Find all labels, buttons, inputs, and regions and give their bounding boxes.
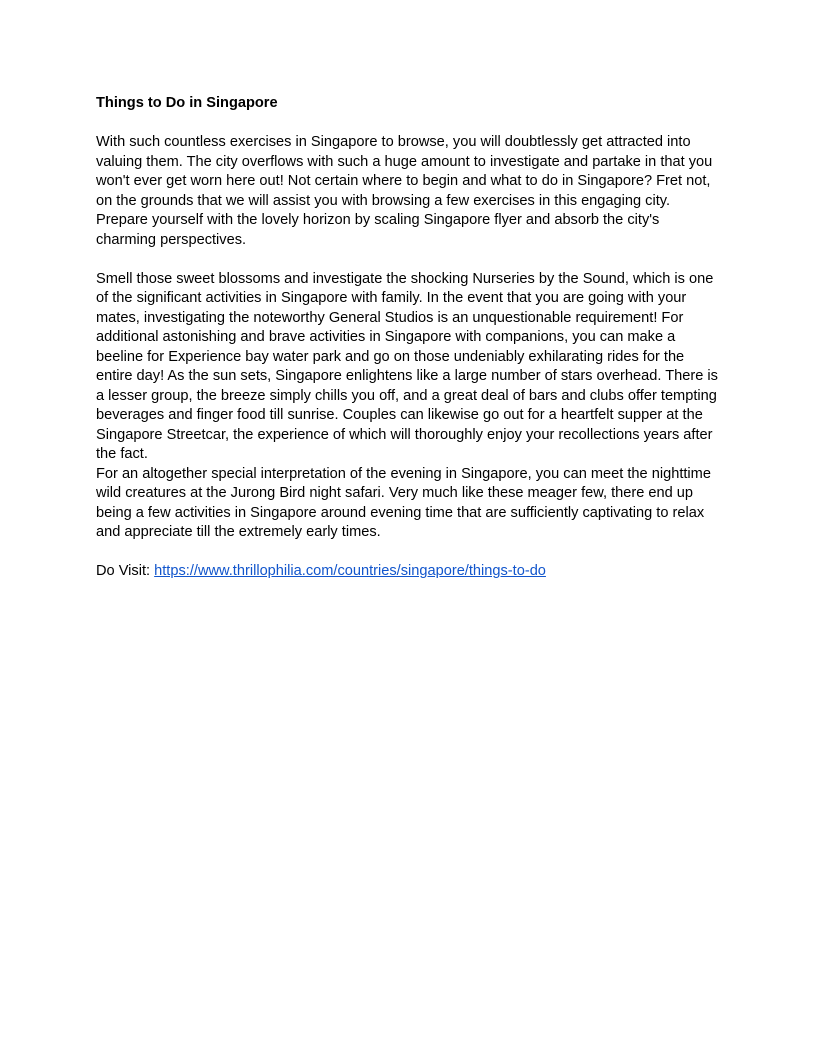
intro-paragraph: With such countless exercises in Singapore to browse, you will doubtlessly get attracted into valuing them. The city overflows with such a huge amount to investigate and partake in that you won't ever get worn here out! Not certain where to begin and what to do in Singapore? Fret not, on the grounds that we will assist you with browsing a few exercises in this engaging city. Prepare yourself with the lovely horizon by scaling Singapore flyer and absorb the city's charming perspectives.: [96, 134, 713, 248]
visit-link[interactable]: https://www.thrillophilia.com/countries/singapore/things-to-do: [154, 563, 546, 579]
document-page: [96, 94, 722, 582]
paragraph-spacer: [96, 250, 722, 270]
evening-paragraph: For an altogether special interpretation of the evening in Singapore, you can meet the nighttime wild creatures at the Jurong Bird night safari. Very much like these meager few, there end up being a few activities in Singapore around evening time that are sufficiently captivating to relax and appreciate till the extremely early times.: [96, 465, 711, 540]
visit-line: [96, 562, 722, 582]
paragraph-spacer: [96, 543, 722, 563]
activities-paragraph: Smell those sweet blossoms and investigate the shocking Nurseries by the Sound, which is one of the significant activities in Singapore with family. In the event that you are going with your mates, investigating the noteworthy General Studios is an unquestionable requirement! For additional astonishing and brave activities in Singapore with companions, you can make a beeline for Experience bay water park and go on those undeniably exhilarating rides for the entire day! As the sun sets, Singapore enlightens like a large number of stars overhead. There is a lesser group, the breeze simply chills you off, and a great deal of bars and clubs offer tempting beverages and finger food till sunrise. Couples can likewise go out for a heartfelt supper at the Singapore Streetcar, the experience of which will thoroughly enjoy your recollections years after the fact.: [96, 270, 718, 462]
visit-label: Do Visit:: [96, 563, 155, 579]
document-title: Things to Do in Singapore: [96, 95, 278, 111]
